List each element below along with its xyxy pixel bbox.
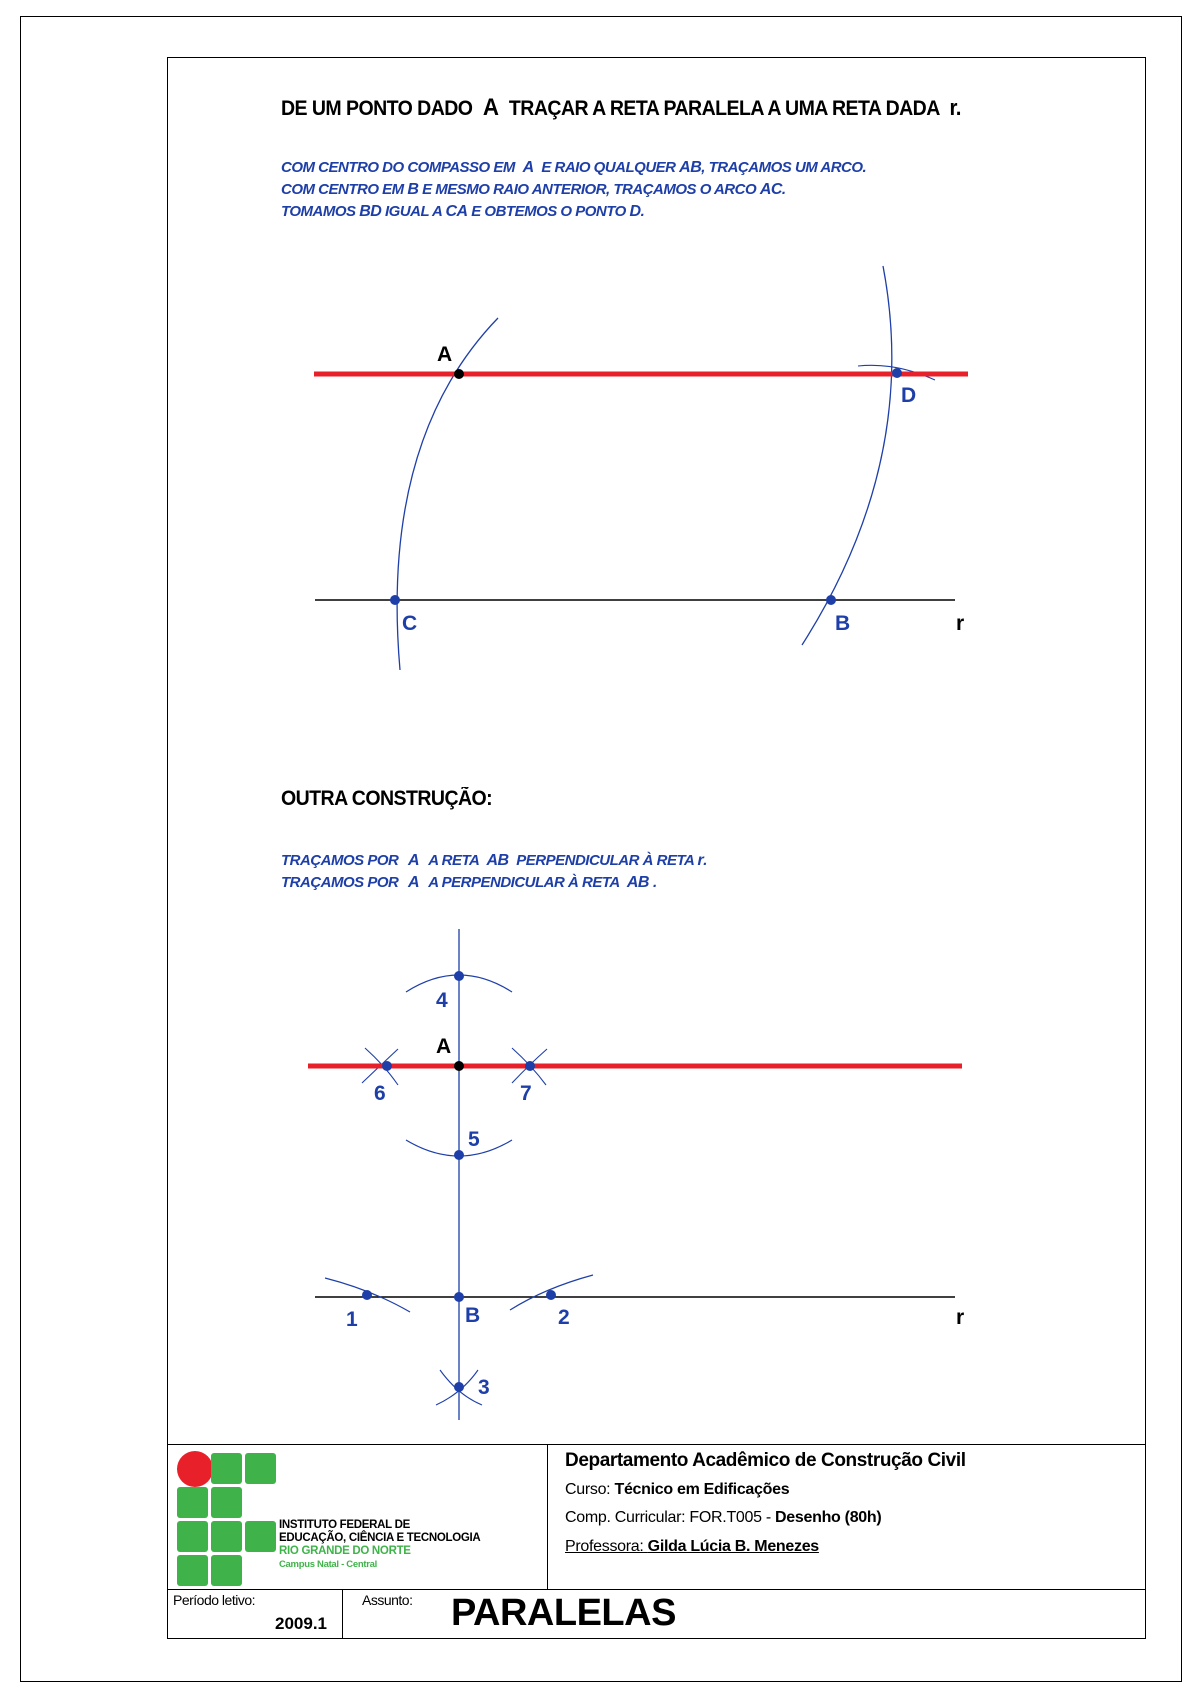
instr-text: A PERPENDICULAR À RETA bbox=[428, 874, 620, 891]
point-b bbox=[454, 1292, 464, 1302]
point-4 bbox=[454, 971, 464, 981]
heading-text: DE UM PONTO DADO bbox=[281, 97, 473, 120]
instr-label: AB bbox=[626, 874, 649, 891]
course-value: Técnico em Edificações bbox=[614, 1481, 790, 1498]
point-d bbox=[892, 368, 902, 378]
instr-label: A bbox=[408, 852, 420, 869]
instr-label: B bbox=[407, 181, 419, 198]
instr-label: r bbox=[697, 852, 704, 869]
logo-square bbox=[245, 1453, 276, 1484]
instr-text: TOMAMOS bbox=[281, 203, 356, 220]
institute-name bbox=[279, 1519, 480, 1571]
figure-1 bbox=[314, 266, 968, 670]
teacher-line bbox=[565, 1538, 819, 1556]
instr-text: . bbox=[703, 852, 707, 869]
label-6: 6 bbox=[374, 1082, 386, 1105]
institute-campus: Campus Natal - Central bbox=[279, 1559, 377, 1570]
logo-red-dot bbox=[177, 1451, 213, 1487]
institute-name-line: INSTITUTO FEDERAL DE bbox=[279, 1519, 410, 1531]
heading-line-label: r. bbox=[949, 95, 961, 120]
label-r: r bbox=[956, 1306, 965, 1329]
instr-text: E RAIO QUALQUER bbox=[541, 159, 676, 176]
course-line bbox=[565, 1481, 789, 1499]
label-b: B bbox=[835, 612, 851, 635]
instr-label: CA bbox=[445, 203, 468, 220]
teacher-label: Professora: bbox=[565, 1538, 644, 1555]
logo-square bbox=[177, 1521, 208, 1552]
instr-text: E OBTEMOS O PONTO bbox=[471, 203, 626, 220]
component-line bbox=[565, 1509, 881, 1527]
course-label: Curso: bbox=[565, 1481, 611, 1498]
title-block-mid-border bbox=[167, 1589, 1146, 1590]
department-name: Departamento Acadêmico de Construção Civil bbox=[565, 1450, 966, 1471]
subject-value: PARALELAS bbox=[451, 1592, 676, 1634]
point-3 bbox=[454, 1382, 464, 1392]
component-label: Comp. Curricular: bbox=[565, 1509, 686, 1526]
label-b: B bbox=[465, 1304, 481, 1327]
point-a bbox=[454, 369, 464, 379]
point-7 bbox=[525, 1061, 535, 1071]
label-c: C bbox=[402, 612, 418, 635]
title-block-top-border bbox=[167, 1444, 1146, 1445]
instr-text: , TRAÇAMOS UM ARCO. bbox=[701, 159, 867, 176]
instr-text: TRAÇAMOS POR bbox=[281, 874, 399, 891]
instr-label: A bbox=[408, 874, 420, 891]
instr-text: PERPENDICULAR À RETA bbox=[516, 852, 694, 869]
title-block-divider-2 bbox=[342, 1589, 343, 1639]
institute-state: RIO GRANDE DO NORTE bbox=[279, 1545, 411, 1557]
point-5 bbox=[454, 1150, 464, 1160]
instr-label: A bbox=[522, 159, 534, 176]
subject-label: Assunto: bbox=[362, 1592, 413, 1608]
point-2 bbox=[546, 1290, 556, 1300]
label-5: 5 bbox=[468, 1128, 480, 1151]
instr-text: TRAÇAMOS POR bbox=[281, 852, 399, 869]
label-a: A bbox=[436, 1035, 452, 1058]
instr-text: . bbox=[781, 181, 786, 198]
component-code: FOR.T005 - bbox=[689, 1509, 771, 1526]
logo-square bbox=[211, 1521, 242, 1552]
arc-ac bbox=[802, 266, 892, 645]
label-r: r bbox=[956, 612, 965, 635]
instr-label: AB bbox=[486, 852, 509, 869]
label-2: 2 bbox=[558, 1306, 570, 1329]
logo-square bbox=[211, 1555, 242, 1586]
logo-square bbox=[211, 1453, 242, 1484]
instr-text: E MESMO RAIO ANTERIOR, TRAÇAMOS O ARCO bbox=[422, 181, 757, 198]
label-1: 1 bbox=[346, 1308, 358, 1331]
point-a bbox=[454, 1061, 464, 1071]
instr-text: A RETA bbox=[428, 852, 479, 869]
logo-square bbox=[245, 1521, 276, 1552]
period-value: 2009.1 bbox=[275, 1614, 327, 1633]
heading-text-2: TRAÇAR A RETA PARALELA A UMA RETA DADA bbox=[508, 97, 940, 120]
figure-2 bbox=[308, 929, 964, 1420]
label-7: 7 bbox=[520, 1082, 532, 1105]
instr-label: D bbox=[629, 203, 641, 220]
instr-label: AB bbox=[679, 159, 702, 176]
instr-text: IGUAL A bbox=[385, 203, 442, 220]
point-1 bbox=[362, 1290, 372, 1300]
point-b bbox=[826, 595, 836, 605]
instr-text: . bbox=[652, 874, 657, 891]
logo-square bbox=[177, 1487, 208, 1518]
section2-heading: OUTRA CONSTRUÇÃO: bbox=[281, 787, 493, 810]
institute-name-line: EDUCAÇÃO, CIÊNCIA E TECNOLOGIA bbox=[279, 1532, 481, 1544]
instr-text: COM CENTRO EM bbox=[281, 181, 404, 198]
instr-text: . bbox=[640, 203, 645, 220]
component-value: Desenho (80h) bbox=[775, 1509, 882, 1526]
label-d: D bbox=[901, 384, 917, 407]
label-a: A bbox=[437, 343, 453, 366]
period-label: Período letivo: bbox=[173, 1592, 255, 1608]
logo-square bbox=[177, 1555, 208, 1586]
heading-point-label: A bbox=[482, 94, 499, 121]
label-3: 3 bbox=[478, 1376, 490, 1399]
instr-text: COM CENTRO DO COMPASSO EM bbox=[281, 159, 515, 176]
teacher-value: Gilda Lúcia B. Menezes bbox=[647, 1538, 819, 1555]
instr-label: AC bbox=[759, 181, 782, 198]
label-4: 4 bbox=[436, 989, 448, 1012]
point-6 bbox=[382, 1061, 392, 1071]
logo-square bbox=[211, 1487, 242, 1518]
instr-label: BD bbox=[359, 203, 382, 220]
point-c bbox=[390, 595, 400, 605]
title-block-divider bbox=[547, 1444, 548, 1589]
